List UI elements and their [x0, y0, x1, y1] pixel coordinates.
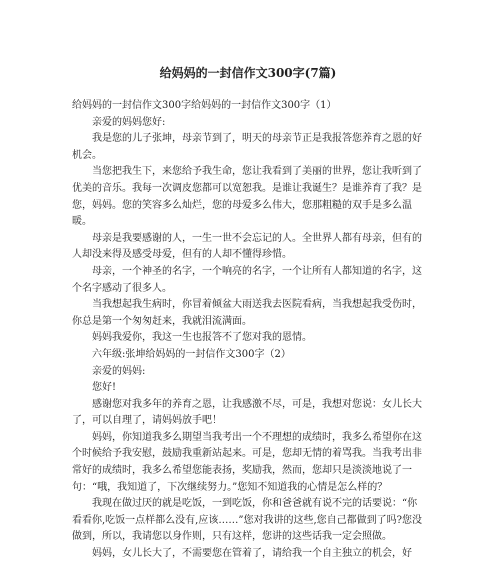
paragraph: 妈妈，女儿长大了，不需要您在管着了，请给我一个自主独立的机会，好: [92, 548, 412, 560]
paragraph: 亲爱的妈妈您好:: [92, 116, 166, 128]
paragraph: 母亲，一个神圣的名字，一个响亮的名字，一个让所有人都知道的名字，这个名字感动了很多人。: [72, 265, 422, 294]
document-body: [72, 98, 424, 563]
paragraph: 妈妈我爱你，我这一生也报答不了您对我的恩情。: [92, 332, 312, 344]
paragraph: 我是您的儿子张坤，母亲节到了，明天的母亲节正是我报答您养育之恩的好机会。: [72, 133, 422, 161]
paragraph: 您好!: [92, 382, 117, 394]
paragraph: 感谢您对我多年的养育之恩，让我感激不尽，可是，我想对您说：女儿长大了，可以自理了，请妈妈放手吧！: [72, 398, 422, 427]
paragraph: 亲爱的妈妈:: [92, 365, 146, 377]
paragraph: 我现在做过厌的就是吃饭，一到吃饭，你和爸爸就有说不完的话要说：“你看看你,吃饭一点样都么没有,应该……”您对我讲的这些,您自己都做到了吗?您没做到，所以，我请您以身作则，只有这样，您讲的这些话我一定会照做。: [72, 498, 423, 543]
document-title: 给妈妈的一封信作文300字(7篇): [159, 66, 337, 80]
paragraph: 给妈妈的一封信作文300字给妈妈的一封信作文300字（1）: [72, 100, 337, 111]
paragraph: 母亲是我要感谢的人，一生一世不会忘记的人。全世界人都有母亲，但有的人却没来得及感受母爱，但有的人却不懂得珍惜。: [72, 232, 422, 261]
paragraph: 妈妈，你知道我多么期望当我考出一个不理想的成绩时，我多么希望你在这个时候给予我安慰，鼓励我重新站起来。可是，您却无情的着骂我。当我考出非常好的成绩时，我多么希望您能表扬，奖励我，然而，您却只是淡淡地说了一句：“哦，我知道了，下次继续努力。”您知不知道我的心情是怎么样的？: [72, 431, 422, 493]
paragraph: 当您把我生下，来您给予我生命，您让我看到了美丽的世界，您让我听到了优美的音乐。我每一次调皮您都可以宽恕我。是谁让我诞生？是谁养育了我？是您，妈妈。您的笑容多么灿烂，您的母爱多么伟大，您那粗糙的双手是多么温暖。: [72, 166, 422, 228]
paragraph: 当我想起我生病时，你冒着倾盆大雨送我去医院看病，当我想起我受伤时，你总是第一个匆匆赶来，我就泪流满面。: [72, 299, 422, 327]
paragraph: 六年级:张坤给妈妈的一封信作文300字（2）: [92, 348, 291, 360]
